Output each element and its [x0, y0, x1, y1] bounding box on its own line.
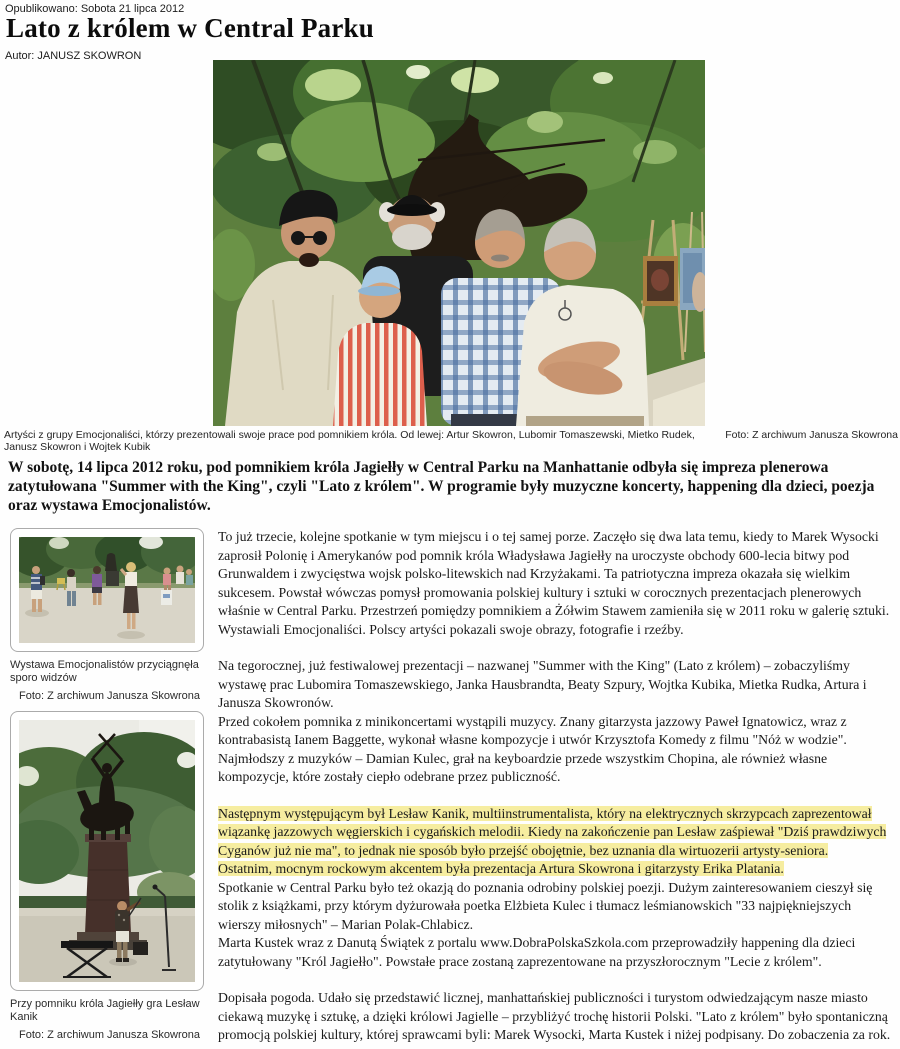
author-line: Autor: JANUSZ SKOWRON [5, 50, 142, 62]
sidebar-photo2-frame [10, 711, 204, 991]
page-title: Lato z królem w Central Parku [6, 13, 374, 43]
article-paragraph-4: Dopisała pogoda. Udało się przedstawić licznej, manhattańskiej publiczności i turystom odwiedzającym nasze miasto ciekawą muzykę i sztukę, a dzięki królowi Jagielle – przybliżyć trochę historii Polski. "Lato z królem" było spontaniczną promocją polskiej kultury, której sprawcami byli: Marek Wysocki, Marta Kustek i niżej podpisany. Do zobaczenia za rok. [218, 990, 891, 1042]
sidebar-photo2-caption: Przy pomniku króla Jagiełły gra Lesław Kanik [10, 998, 200, 1023]
main-photo-caption-row [4, 429, 898, 453]
sidebar-photo1-image [19, 537, 195, 643]
article-paragraph-3d: Marta Kustek wraz z Danutą Świątek z portalu www.DobraPolskaSzkola.com przeprowadziły happening dla dzieci zatytułowany "Król Jagiełło". Powstałe prace zostaną zaprezentowane na przyszłorocznym "Lecie z królem". [218, 935, 856, 969]
highlighted-text-2: Ostatnim, mocnym rockowym akcentem była prezentacja Artura Skowrona i gitarzysty Erika Platania. [218, 861, 784, 876]
lead-paragraph: W sobotę, 14 lipca 2012 roku, pod pomnikiem króla Jagiełły w Central Parku na Manhattanie odbyła się impreza plenerowa zatytułowana "Summer with the King", czyli "Lato z królem". W programie były muzyczne koncerty, happening dla dzieci, poezja oraz wystawa Emocjonalistów. [8, 459, 875, 514]
main-photo-credit: Foto: Z archiwum Janusza Skowrona [725, 429, 898, 441]
highlighted-text-1: Następnym występującym był Lesław Kanik, multiinstrumentalista, który na elektrycznych skrzypcach zaprezentował wiązankę jazzowych węgierskich i cygańskich melodii. Kiedy na zakończenie pan Lesław zaśpiewał "Dziś prawdziwych Cyganów już nie ma", to jednak nie sposób było przejść obojętnie, bez uznania dla wirtuozerii artysty-seniora. [218, 805, 887, 858]
sidebar-photo2-image [19, 720, 195, 982]
sidebar-photo2-credit: Foto: Z archiwum Janusza Skowrona [19, 1029, 200, 1041]
sidebar-photo1-caption: Wystawa Emocjonalistów przyciągnęła sporo widzów [10, 659, 199, 684]
article-paragraph-3a [218, 805, 894, 861]
article-paragraph-2b: Przed cokołem pomnika z minikoncertami wystąpili muzycy. Znany gitarzysta jazzowy Paweł Ignatowicz, wraz z kontrabasistą Ianem Baggette, wykonał własne kompozycje i utwór Krzysztofa Komedy z filmu "Nóż w wodzie". Najmłodszy z muzyków – Damian Kulec, grał na keyboardzie przede wszystkim Chopina, ale również własne kompozycje, które zostały ciepło odebrane przez publiczność. [218, 713, 847, 784]
article-paragraph-2a: Na tegorocznej, już festiwalowej prezentacji – nazwanej "Summer with the King" (Lato z królem) – zobaczyliśmy wystawę prac Lubomira Tomaszewskiego, Janka Hausbrandta, Beaty Szpury, Wojtka Kubika, Mietka Rudka, Artura i Janusza Skowronów. [218, 658, 867, 710]
article-body [218, 528, 894, 1045]
article-paragraph-3b [218, 860, 894, 879]
sidebar-photo1-frame [10, 528, 204, 652]
article-paragraph-1: To już trzecie, kolejne spotkanie w tym miejscu i o tej samej porze. Zaczęło się dwa lata temu, kiedy to Marek Wysocki zaprosił Polonię i Amerykanów pod pomnik króla Władysława Jagiełły na uroczyste obchody 600-lecia bitwy pod Grunwaldem i zwycięstwa wojsk polsko-litewskich nad Krzyżakami. Ta patriotyczna impreza okazała się wielkim sukcesem. Powstał wówczas pomysł promowania polskiej kultury i sztuki w corocznych prezentacjach plenerowych właśnie w Central Parku. Przestrzeń pomiędzy pomnikiem a Żółwim Stawem zamieniła się w 2011 roku w galerię sztuki. Wystawiali Emocjonaliści. Polscy artyści pokazali swoje obrazy, fotografie i rzeźby. [218, 529, 890, 637]
published-date: Opublikowano: Sobota 21 lipca 2012 [5, 3, 185, 15]
sidebar-photo1-credit: Foto: Z archiwum Janusza Skowrona [19, 690, 200, 702]
main-photo-image [213, 60, 705, 426]
article-paragraph-3c: Spotkanie w Central Parku było też okazją do poznania odrobiny polskiej poezji. Dużym zainteresowaniem cieszył się stolik z książkami, przy którym dyżurowała poetka Elżbieta Kulec i tłumacz leśmianowskich "33 najpiękniejszych wierszy miłosnych" – Marian Polak-Chlabicz. [218, 879, 873, 932]
sidebar-photos [10, 528, 208, 1049]
main-photo-caption: Artyści z grupy Emocjonaliści, którzy prezentowali swoje prace pod pomnikiem króla. Od lewej: Artur Skowron, Lubomir Tomaszewski, Mietko Rudek, Janusz Skowron i Wojtek Kubik [4, 429, 695, 453]
